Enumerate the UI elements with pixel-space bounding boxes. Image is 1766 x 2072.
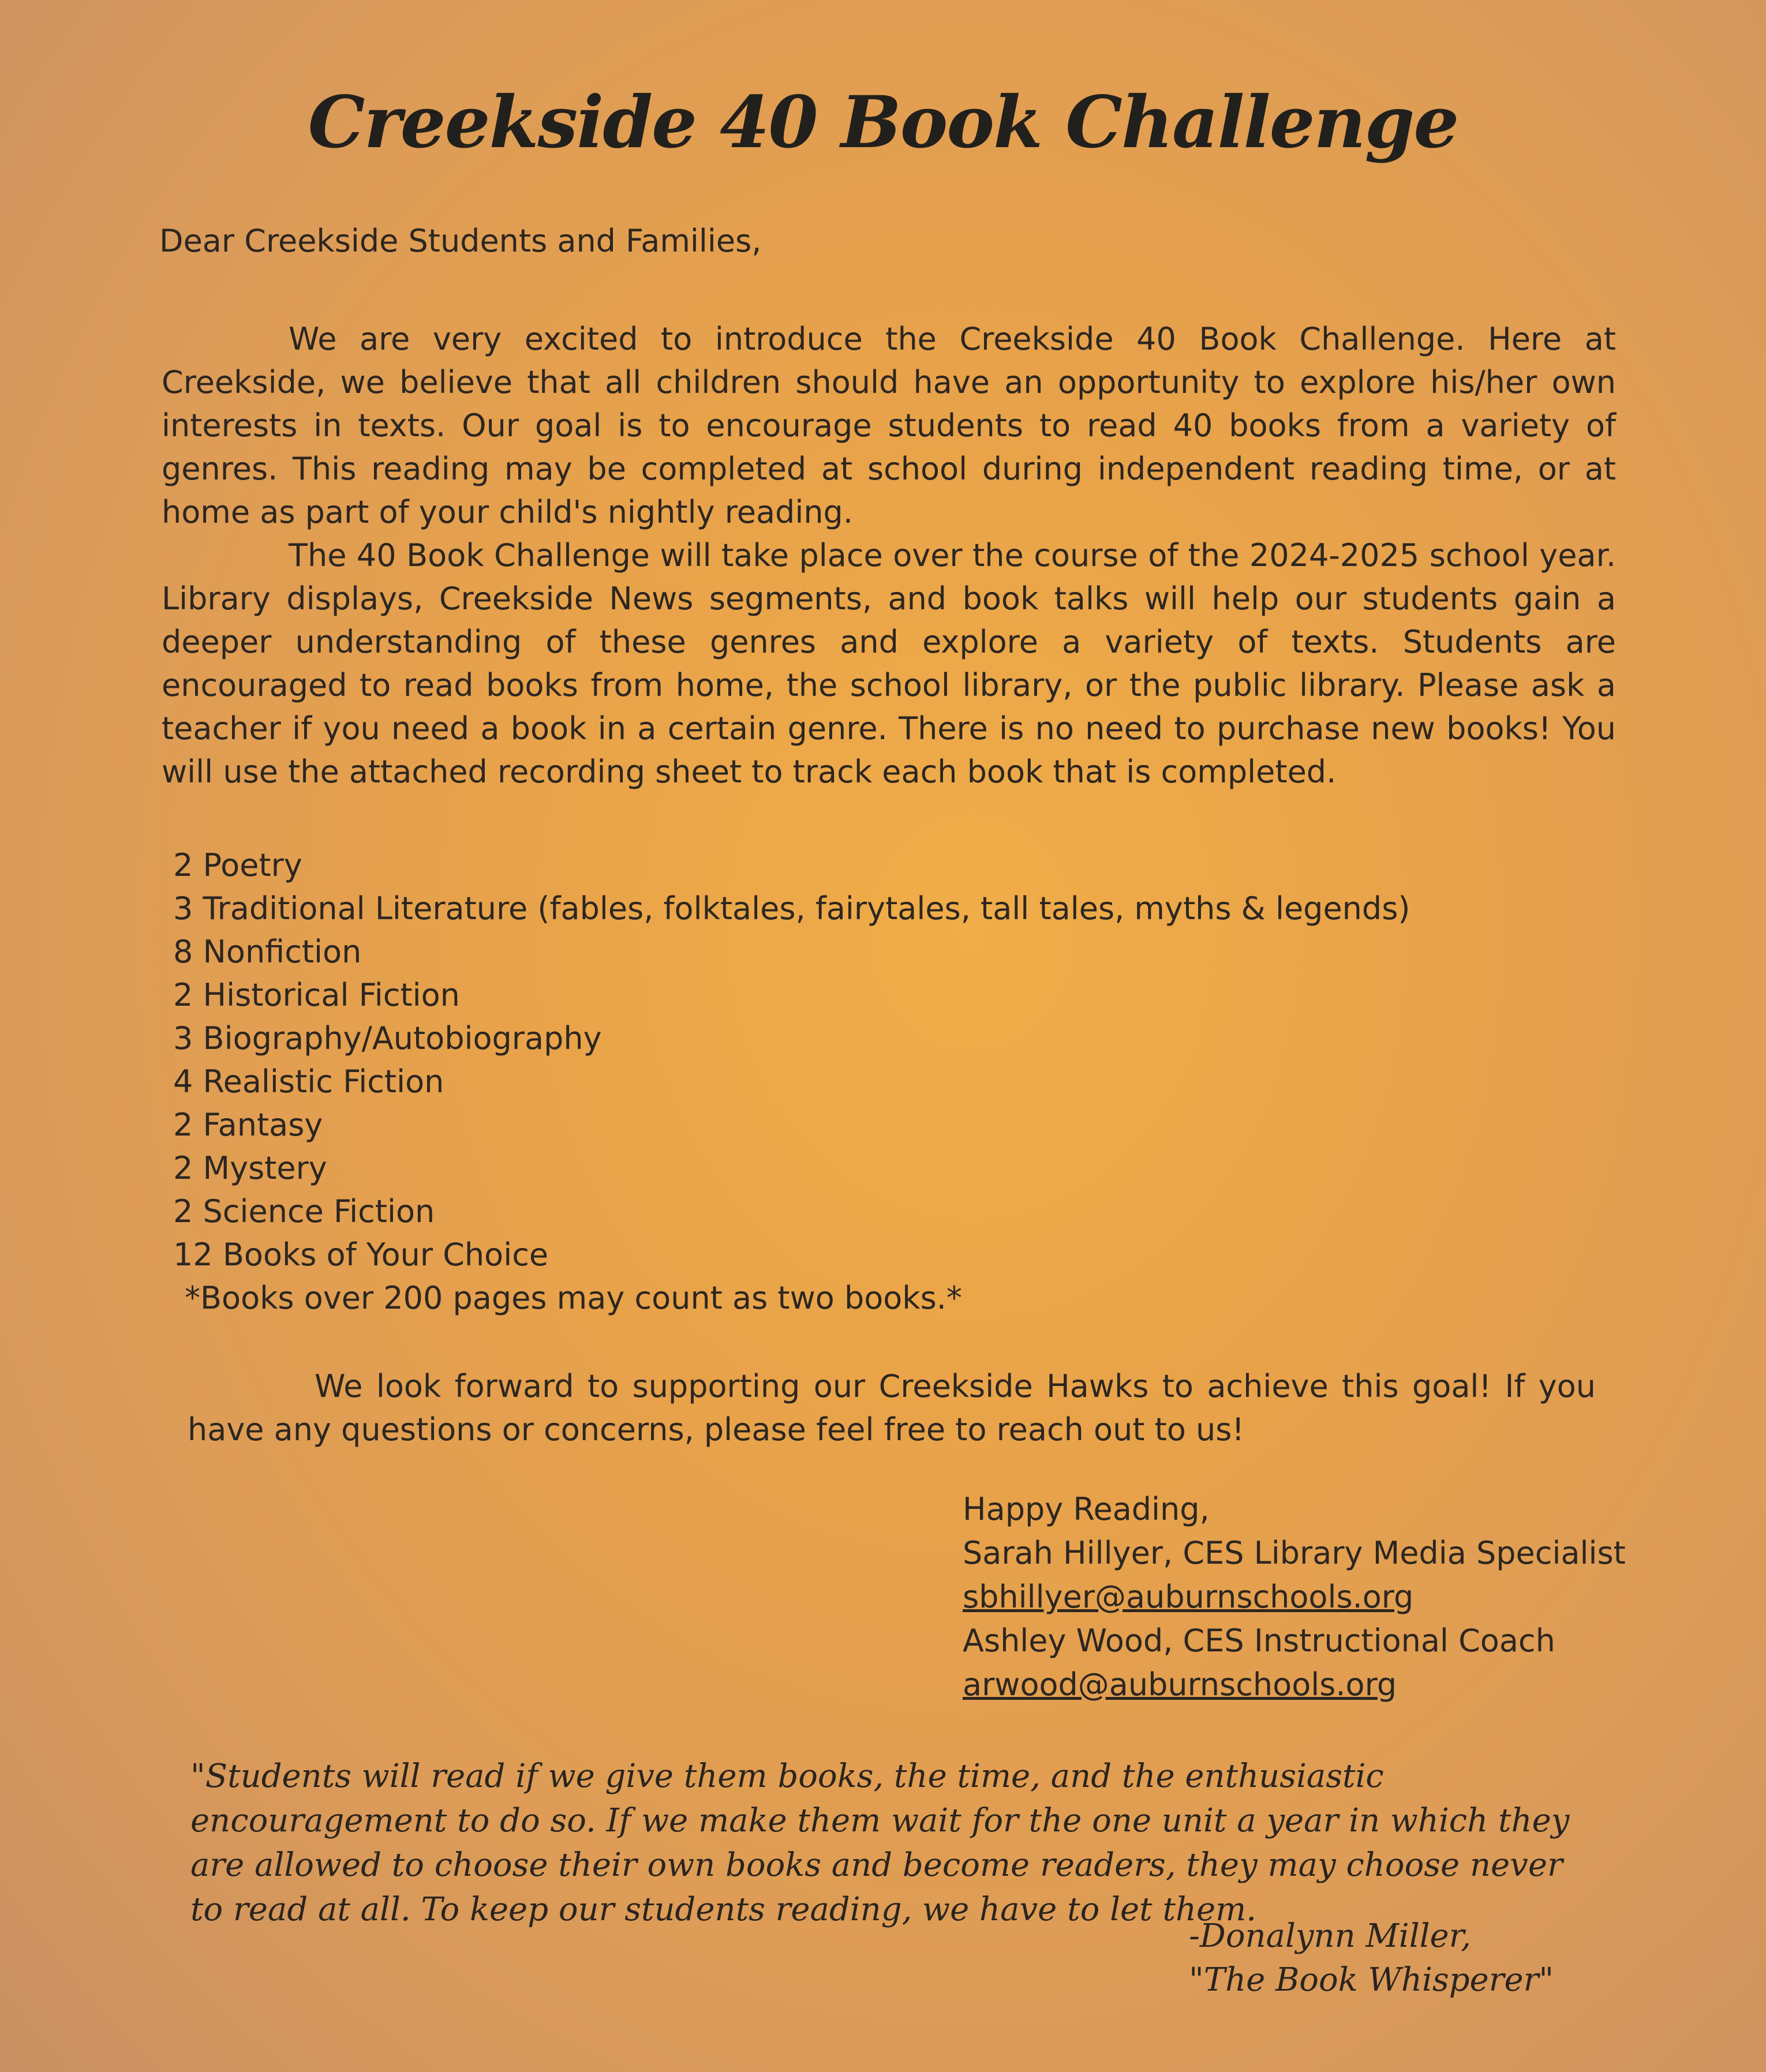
genre-item: 2 Mystery (173, 1150, 327, 1186)
signature-block (963, 1488, 1626, 1707)
greeting: Dear Creekside Students and Families, (159, 223, 762, 259)
genre-item: 2 Fantasy (173, 1107, 323, 1143)
genre-item: 3 Biography/Autobiography (173, 1020, 602, 1056)
quote-source: "The Book Whisperer" (1189, 1961, 1554, 1999)
genre-item: 2 Science Fiction (173, 1193, 435, 1230)
email-link-sbhillyer[interactable]: sbhillyer@auburnschools.org (963, 1579, 1414, 1615)
signer-sarah-hillyer: Sarah Hillyer, CES Library Media Specialist (963, 1535, 1626, 1571)
genre-list (173, 844, 1410, 1276)
genre-item: 4 Realistic Fiction (173, 1063, 444, 1100)
page-count-note: *Books over 200 pages may count as two books.* (185, 1280, 962, 1316)
details-paragraph: The 40 Book Challenge will take place over the course of the 2024-2025 school year. Library displays, Creekside News segments, and book talks will help our students gain a deeper understanding of these genres and explore a variety of texts. Students are encouraged to read books from home, the school library, or the public library. Please ask a teacher if you need a book in a certain genre. There is no need to purchase new books! You will use the attached recording sheet to track each book that is completed. (162, 537, 1616, 790)
genre-item: 12 Books of Your Choice (173, 1237, 549, 1273)
page-title: Creekside 40 Book Challenge (308, 81, 1458, 164)
closing-paragraph: We look forward to supporting our Creekside Hawks to achieve this goal! If you have any questions or concerns, please feel free to reach out to us! (188, 1368, 1596, 1448)
intro-paragraph: We are very excited to introduce the Creekside 40 Book Challenge. Here at Creekside, we believe that all children should have an opportunity to explore his/her own interests in texts. Our goal is to encourage students to read 40 books from a variety of genres. This reading may be completed at school during independent reading time, or at home as part of your child's nightly reading. (162, 321, 1616, 530)
genre-item: 2 Poetry (173, 847, 302, 883)
quote-text: "Students will read if we give them books, the time, and the enthusiastic encouragement to do so. If we make them wait for the one unit a year in which they are allowed to choose their own books and become readers, they may choose never to read at all. To keep our students reading, we have to let them. (190, 1758, 1570, 1928)
genre-item: 2 Historical Fiction (173, 977, 460, 1013)
sign-off: Happy Reading, (963, 1491, 1210, 1527)
signer-ashley-wood: Ashley Wood, CES Instructional Coach (963, 1623, 1555, 1659)
quote-author: -Donalynn Miller, (1189, 1917, 1472, 1955)
genre-item: 8 Nonfiction (173, 934, 362, 970)
genre-item: 3 Traditional Literature (fables, folktales, fairytales, tall tales, myths & legends) (173, 890, 1410, 927)
quote-attribution (1189, 1914, 1554, 2002)
email-link-arwood[interactable]: arwood@auburnschools.org (963, 1666, 1397, 1703)
